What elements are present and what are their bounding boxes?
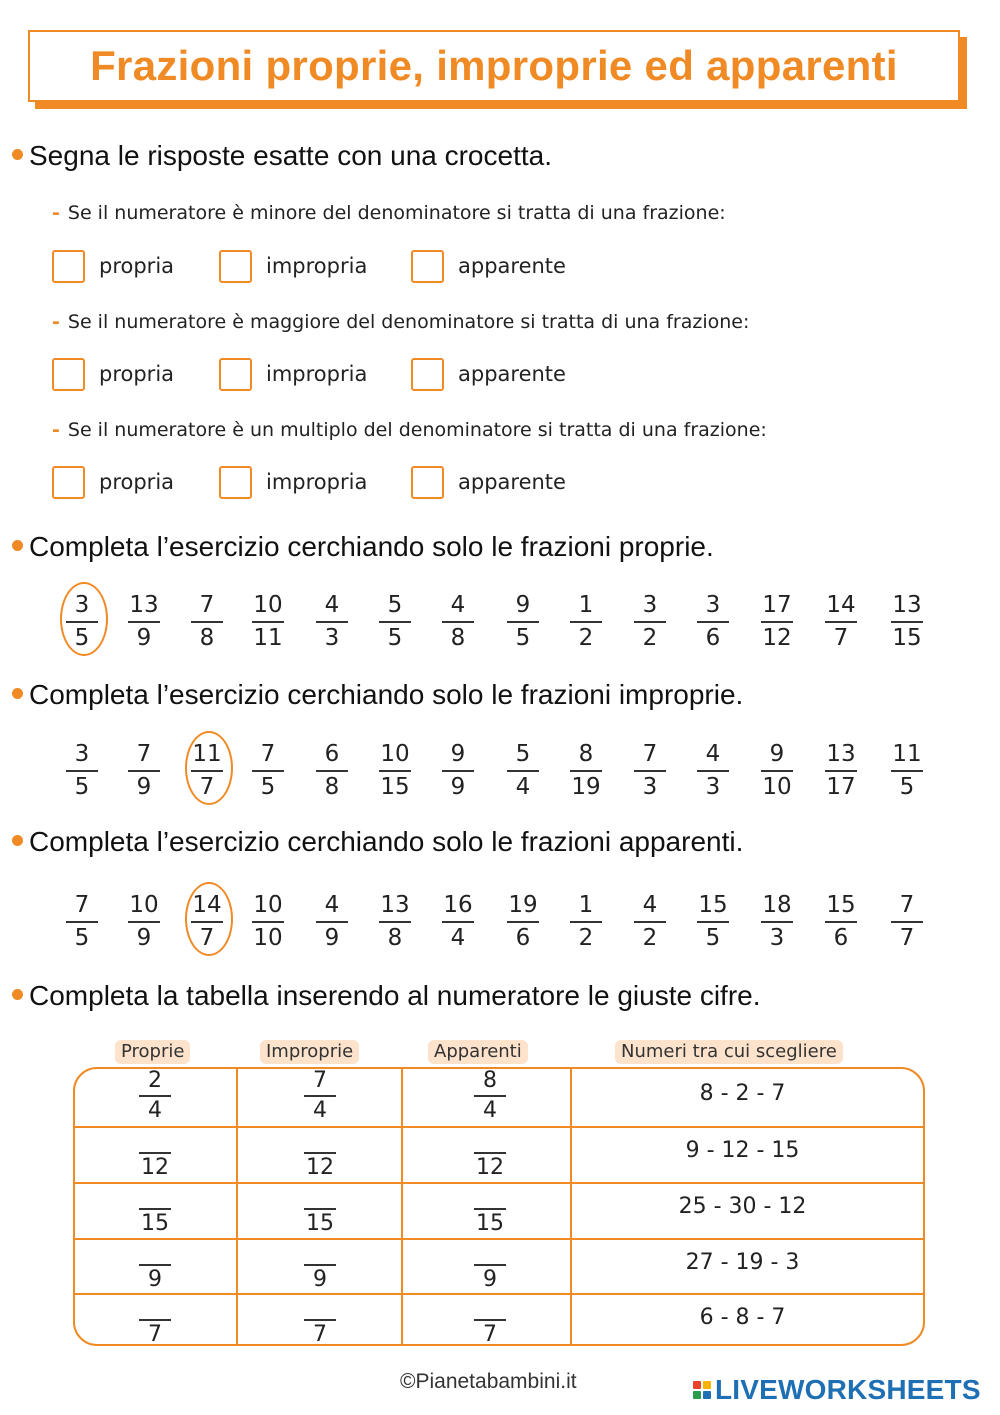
table-fraction-apparenti[interactable] [460,1291,520,1349]
denominator: 9 [136,774,152,800]
denominator: 2 [642,925,658,951]
denominator: 9 [450,774,466,800]
fraction[interactable] [182,590,232,654]
numerator: 4 [642,892,658,918]
denominator: 17 [826,774,856,800]
table-fraction-improprie[interactable] [290,1291,350,1349]
denominator: 7 [833,625,849,651]
denominator: 5 [260,774,276,800]
table-fraction-improprie[interactable] [290,1067,350,1125]
fraction[interactable] [882,590,932,654]
option-propria[interactable]: propria [52,357,174,391]
fraction[interactable] [370,590,420,654]
numerator-input[interactable] [125,1236,185,1264]
liveworksheets-brand[interactable] [693,1373,981,1407]
option-apparente[interactable]: apparente [411,249,566,283]
question-1: - Se il numeratore è minore del denominatore si tratta di una frazione: [52,202,726,224]
numerator: 7 [642,741,658,767]
denominator: 5 [387,625,403,651]
numerator-input[interactable] [290,1180,350,1208]
number-choices: 27 - 19 - 3 [685,1250,800,1275]
numerator-input[interactable] [290,1291,350,1319]
denominator: 9 [136,625,152,651]
fraction[interactable] [561,590,611,654]
numerator: 18 [762,892,792,918]
denominator: 7 [899,925,915,951]
fraction[interactable] [688,590,738,654]
table-fraction-improprie[interactable] [290,1236,350,1294]
bullet-icon [12,835,23,846]
denominator: 7 [199,774,215,800]
fraction[interactable] [57,890,107,954]
denominator: 7 [483,1322,497,1347]
fraction[interactable] [433,590,483,654]
denominator: 8 [450,625,466,651]
numerator-input[interactable] [460,1180,520,1208]
denominator: 9 [136,925,152,951]
option-propria[interactable]: propria [52,249,174,283]
numerator: 4 [450,592,466,618]
numerator: 11 [892,741,922,767]
option-apparente[interactable]: apparente [411,465,566,499]
fraction[interactable] [370,890,420,954]
denominator: 6 [705,625,721,651]
site-credit: ©Pianetabambini.it [400,1370,577,1393]
numerator: 10 [129,892,159,918]
bullet-icon [12,540,23,551]
fraction[interactable] [882,739,932,803]
numerator-input[interactable] [125,1180,185,1208]
numerator-input[interactable] [125,1124,185,1152]
denominator: 6 [515,925,531,951]
denominator: 12 [306,1155,334,1180]
section4-heading: Completa l’esercizio cerchiando solo le frazioni apparenti. [12,826,743,858]
numerator: 17 [762,592,792,618]
option-propria[interactable]: propria [52,465,174,499]
numerator: 9 [769,741,785,767]
numerator: 7 [136,741,152,767]
fraction[interactable] [433,739,483,803]
brand-name: LIVEWORKSHEETS [715,1374,981,1405]
denominator: 5 [899,774,915,800]
fraction-row-improprie [0,739,1000,803]
fraction-bar [66,621,98,623]
denominator: 5 [515,625,531,651]
section1-heading: Segna le risposte esatte con una crocetta. [12,140,552,172]
numerator: 15 [826,892,856,918]
table-fraction-apparenti[interactable] [460,1180,520,1238]
denominator: 9 [483,1267,497,1292]
liveworksheets-logo-icon [693,1381,711,1399]
numerator: 14 [192,892,222,918]
denominator: 15 [892,625,922,651]
table-fraction-proprie[interactable] [125,1180,185,1238]
fraction[interactable] [307,890,357,954]
fraction[interactable] [498,890,548,954]
denominator: 4 [450,925,466,951]
fraction[interactable] [57,590,107,654]
checkbox[interactable] [219,358,252,391]
numerator: 8 [578,741,594,767]
fraction[interactable] [119,590,169,654]
fraction[interactable] [625,890,675,954]
table-fraction-proprie[interactable] [125,1236,185,1294]
denominator: 15 [141,1211,169,1236]
numerator: 4 [324,892,340,918]
number-choices: 25 - 30 - 12 [678,1194,807,1219]
fraction[interactable] [119,890,169,954]
denominator: 15 [380,774,410,800]
numerator-input[interactable] [290,1124,350,1152]
table-fraction-proprie[interactable] [125,1124,185,1182]
numerator: 3 [705,592,721,618]
denominator: 9 [148,1267,162,1292]
denominator: 3 [769,925,785,951]
column-header-apparenti: Apparenti [428,1040,528,1064]
fraction[interactable] [752,590,802,654]
denominator: 3 [642,774,658,800]
page-title: Frazioni proprie, improprie ed apparenti [90,42,898,89]
numerator: 13 [826,741,856,767]
numerator: 7 [260,741,276,767]
number-choices: 6 - 8 - 7 [699,1305,786,1330]
denominator: 4 [148,1098,162,1123]
checkbox[interactable] [411,466,444,499]
denominator: 15 [306,1211,334,1236]
numerator: 5 [387,592,403,618]
numerator-input[interactable] [125,1291,185,1319]
denominator: 6 [833,925,849,951]
numerator-input[interactable] [290,1236,350,1264]
numerator: 9 [450,741,466,767]
column-header-improprie: Improprie [260,1040,359,1064]
checkbox[interactable] [411,250,444,283]
bullet-icon [12,149,23,160]
denominator: 2 [642,625,658,651]
fraction[interactable] [816,739,866,803]
option-apparente[interactable]: apparente [411,357,566,391]
numerator: 4 [324,592,340,618]
fraction[interactable] [119,739,169,803]
denominator: 5 [74,925,90,951]
denominator: 10 [253,925,283,951]
fraction-bar [191,770,223,772]
numerator-input[interactable]: 8 [483,1068,497,1093]
column-header-proprie: Proprie [115,1040,190,1064]
column-header-numeri: Numeri tra cui scegliere [615,1040,843,1064]
denominator: 5 [74,774,90,800]
numerator-input[interactable] [460,1124,520,1152]
fraction[interactable] [370,739,420,803]
numerator: 10 [253,892,283,918]
denominator: 4 [313,1098,327,1123]
fraction[interactable] [882,890,932,954]
fraction[interactable] [243,739,293,803]
fraction-row-proprie [0,590,1000,654]
number-choices: 8 - 2 - 7 [699,1081,786,1106]
fraction[interactable] [752,890,802,954]
numerator: 13 [129,592,159,618]
bullet-icon [12,989,23,1000]
denominator: 4 [515,774,531,800]
denominator: 10 [762,774,792,800]
section5-heading: Completa la tabella inserendo al numeratore le giuste cifre. [12,980,761,1012]
denominator: 5 [74,625,90,651]
numerator-input[interactable]: 2 [148,1068,162,1093]
denominator: 5 [705,925,721,951]
numerator: 5 [515,741,531,767]
numerator: 6 [324,741,340,767]
fraction[interactable] [688,739,738,803]
denominator: 12 [141,1155,169,1180]
denominator: 4 [483,1098,497,1123]
numerator: 4 [705,741,721,767]
numerator: 7 [899,892,915,918]
numerator-input[interactable] [460,1291,520,1319]
question-2: - Se il numeratore è maggiore del denominatore si tratta di una frazione: [52,311,750,333]
fraction-row-apparenti [0,890,1000,954]
numerator: 10 [253,592,283,618]
fraction[interactable] [307,739,357,803]
table-fraction-improprie[interactable] [290,1124,350,1182]
option-impropria[interactable]: impropria [219,357,367,391]
numerator: 10 [380,741,410,767]
checkbox[interactable] [52,466,85,499]
denominator: 7 [199,925,215,951]
numerator: 11 [192,741,222,767]
table-fraction-proprie[interactable] [125,1067,185,1125]
numerator: 3 [74,592,90,618]
fraction[interactable] [433,890,483,954]
fraction[interactable] [816,590,866,654]
section3-heading: Completa l’esercizio cerchiando solo le frazioni improprie. [12,679,743,711]
denominator: 8 [387,925,403,951]
fraction[interactable] [243,590,293,654]
denominator: 9 [324,925,340,951]
denominator: 12 [762,625,792,651]
bullet-icon [12,688,23,699]
numerator: 16 [443,892,473,918]
denominator: 8 [324,774,340,800]
fraction[interactable] [307,590,357,654]
checkbox[interactable] [219,466,252,499]
fraction[interactable] [498,590,548,654]
denominator: 12 [476,1155,504,1180]
title-box [28,30,960,102]
denominator: 3 [324,625,340,651]
denominator: 8 [199,625,215,651]
checkbox[interactable] [411,358,444,391]
option-impropria[interactable]: impropria [219,465,367,499]
denominator: 2 [578,625,594,651]
fraction[interactable] [625,739,675,803]
checkbox[interactable] [52,358,85,391]
denominator: 11 [253,625,283,651]
checkbox[interactable] [219,250,252,283]
numerator: 1 [578,592,594,618]
denominator: 19 [571,774,601,800]
fraction[interactable] [57,739,107,803]
fraction[interactable] [561,890,611,954]
denominator: 9 [313,1267,327,1292]
numerator: 19 [508,892,538,918]
denominator: 15 [476,1211,504,1236]
numerator: 9 [515,592,531,618]
fraction-bar [191,921,223,923]
denominator: 7 [313,1322,327,1347]
section2-heading: Completa l’esercizio cerchiando solo le frazioni proprie. [12,531,714,563]
numerator: 13 [380,892,410,918]
fraction[interactable] [182,890,232,954]
table-fraction-proprie[interactable] [125,1291,185,1349]
fraction[interactable] [625,590,675,654]
numerator: 14 [826,592,856,618]
fraction[interactable] [688,890,738,954]
numerator-input[interactable] [460,1236,520,1264]
numerator: 1 [578,892,594,918]
checkbox[interactable] [52,250,85,283]
option-impropria[interactable]: impropria [219,249,367,283]
question-3: - Se il numeratore è un multiplo del denominatore si tratta di una frazione: [52,419,767,441]
denominator: 2 [578,925,594,951]
fraction[interactable] [243,890,293,954]
numerator: 13 [892,592,922,618]
numerator: 3 [74,741,90,767]
numerator: 7 [74,892,90,918]
table-fraction-apparenti[interactable] [460,1124,520,1182]
table-fraction-improprie[interactable] [290,1180,350,1238]
number-choices: 9 - 12 - 15 [685,1138,800,1163]
denominator: 7 [148,1322,162,1347]
numerator: 15 [698,892,728,918]
fraction[interactable] [182,739,232,803]
fraction[interactable] [561,739,611,803]
numerator: 3 [642,592,658,618]
fraction[interactable] [498,739,548,803]
numerator: 7 [199,592,215,618]
fraction[interactable] [752,739,802,803]
fraction[interactable] [816,890,866,954]
table-fraction-apparenti[interactable] [460,1067,520,1125]
table-fraction-apparenti[interactable] [460,1236,520,1294]
numerator-input[interactable]: 7 [313,1068,327,1093]
denominator: 3 [705,774,721,800]
